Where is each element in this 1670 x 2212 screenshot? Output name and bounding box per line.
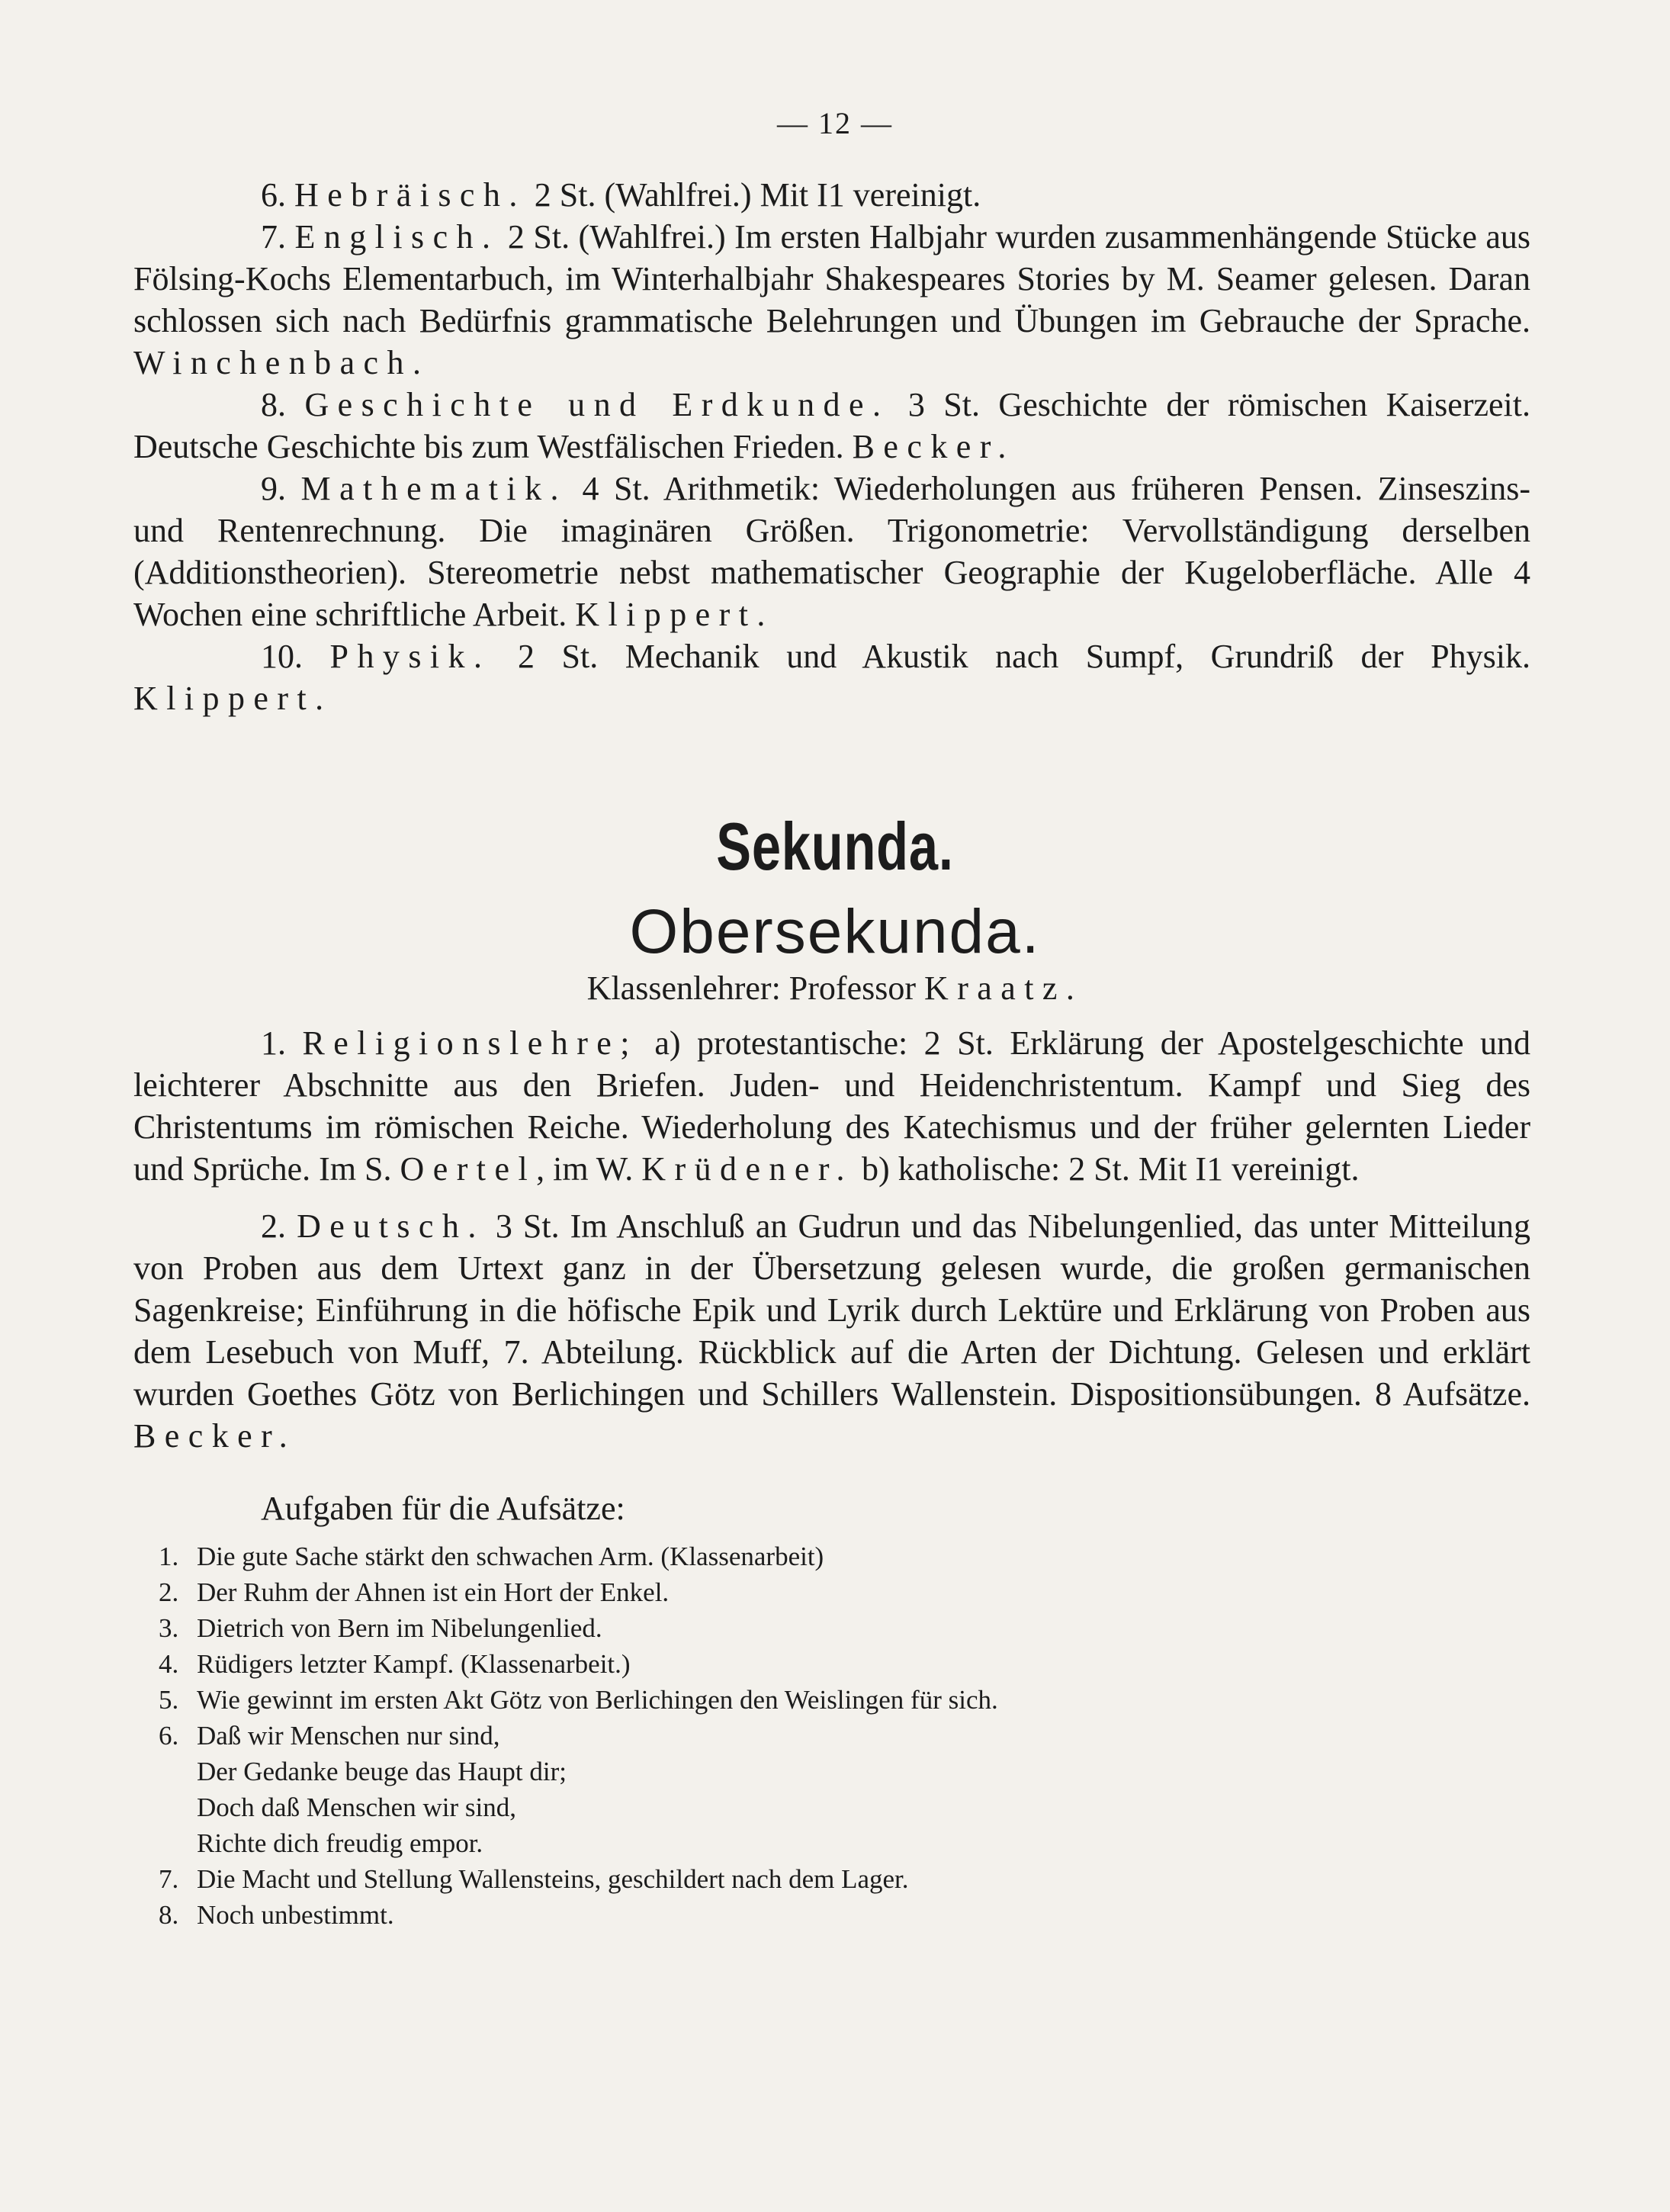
list-item [159,1538,1302,1574]
teacher-name: Becker. [133,1417,297,1455]
subject-name: Physik. [329,638,491,675]
paragraph-mathematik [133,468,1530,635]
item-number: 9. [261,470,286,507]
topic-text: Dietrich von Bern im Nibelungenlied. [197,1613,602,1643]
list-item [159,1646,1302,1682]
list-item [159,1610,1302,1646]
subject-name: Deutsch. [297,1207,485,1245]
paragraph-religionslehre [133,1022,1530,1190]
topic-number: 8. [159,1900,179,1930]
topic-text: Die gute Sache stärkt den schwachen Arm. (Klassenarbeit) [197,1542,824,1571]
topic-text: Richte dich freudig empor. [197,1828,483,1858]
item-number: 1. [261,1024,286,1062]
teacher-name: Klippert. [575,596,774,633]
item-text: 2 St. (Wahlfrei.) Im ersten Halbjahr wurden zusammenhängende Stücke aus Fölsing-Kochs Elementarbuch, im Winterhalbjahr Shakespeares Stories by M. Seamer gelesen. Daran schlossen sich nach Bedürfnis grammatische Belehrungen und Übungen im Gebrauche der Sprache. [133,218,1530,339]
class-teacher-label: Klassenlehrer: Professor [586,969,924,1007]
item-number: 2. [261,1207,286,1245]
teacher-name: Klippert. [133,680,332,717]
topic-number: 7. [159,1864,179,1894]
topic-text: Die Macht und Stellung Wallensteins, geschildert nach dem Lager. [197,1864,909,1894]
item-text: 3 St. Geschichte der römischen Kaiserzeit. Deutsche Geschichte bis zum Westfälischen Frieden. [133,386,1530,465]
item-text: 4 St. Arithmetik: Wiederholungen aus früheren Pensen. Zinseszins- und Rentenrechnung. Die imaginären Größen. Trigonometrie: Vervollständigung derselben (Additionstheorien). Stereometrie nebst mathematischer Geographie der Kugeloberfläche. Alle 4 Wochen eine schriftliche Arbeit. [133,470,1530,633]
subject-name: Religionslehre; [302,1024,638,1062]
paragraph-geschichte [133,384,1530,468]
item-number: 10. [261,638,303,675]
essay-topics-heading: Aufgaben für die Aufsätze: [261,1490,625,1527]
paragraph-deutsch [133,1205,1530,1457]
topic-text: Der Ruhm der Ahnen ist ein Hort der Enkel. [197,1577,670,1607]
class-teacher-line [0,967,1670,1010]
lower-section [133,1022,1530,1457]
item-text: 3 St. Im Anschluß an Gudrun und das Nibelungenlied, das unter Mitteilung von Proben aus dem Urtext ganz in der Übersetzung gelesen wurde, die großen germanischen Sagenkreise; Einführung in die höfische Epik und Lyrik durch Lektüre und Erklärung von Proben aus dem Lesebuch von Muff, 7. Abteilung. Rückblick auf die Arten der Dichtung. Gelesen und erklärt wurden Goethes Götz von Berlichingen und Schillers Wallenstein. Dispositionsübungen. 8 Aufsätze. [133,1207,1530,1413]
item-text: b) katholische: 2 St. Mit I1 vereinigt. [853,1150,1360,1188]
list-item [159,1861,1302,1897]
topic-number: 3. [159,1613,179,1643]
teacher-name: Krüdener. [641,1150,853,1188]
topic-text: Wie gewinnt im ersten Akt Götz von Berlichingen den Weislingen für sich. [197,1685,998,1715]
paragraph-physik [133,635,1530,719]
upper-section [133,174,1530,719]
item-text: 2 St. (Wahlfrei.) Mit I1 vereinigt. [525,176,981,214]
subject-name: Englisch. [294,218,499,256]
subject-name: Geschichte und Erdkunde. [304,386,890,423]
section-heading-obersekunda: Obersekunda. [629,897,1041,966]
paragraph-englisch [133,216,1530,384]
topic-number: 4. [159,1649,179,1679]
topic-text: Rüdigers letzter Kampf. (Klassenarbeit.) [197,1649,631,1679]
list-item [159,1825,1302,1861]
item-text: a) protestantische: 2 St. Erklärung der Apostelgeschichte und leichterer Abschnitte aus den Briefen. Juden- und Heidenchristentum. Kampf und Sieg des Christentums im römischen Reiche. Wiederholung des Katechismus und der früher gelernten Lieder und Sprüche. Im S. [133,1024,1530,1188]
topic-text: Noch unbestimmt. [197,1900,394,1930]
topic-number: 6. [159,1721,179,1751]
list-item [159,1897,1302,1933]
list-item [159,1754,1302,1789]
teacher-name: Oertel [400,1150,537,1188]
item-text: 2 St. Mechanik und Akustik nach Sumpf, Grundriß der Physik. [490,638,1530,675]
essay-topics-list [159,1538,1302,1933]
class-teacher-name: Kraatz. [924,969,1084,1007]
paragraph-hebraeisch [133,174,1530,216]
page-number: — 12 — [777,106,893,140]
list-item [159,1718,1302,1754]
item-number: 7. [261,218,286,256]
section-heading-sekunda: Sekunda. [716,809,954,884]
teacher-name: Becker. [852,428,1015,465]
topic-number: 5. [159,1685,179,1715]
teacher-name: Winchenbach. [133,344,430,381]
topic-text: Doch daß Menschen wir sind, [197,1792,516,1822]
item-number: 8. [261,386,286,423]
item-text: , im W. [536,1150,642,1188]
topic-text: Daß wir Menschen nur sind, [197,1721,500,1751]
list-item [159,1574,1302,1610]
subject-name: Mathematik. [300,470,567,507]
list-item [159,1682,1302,1718]
topic-number: 2. [159,1577,179,1607]
subject-name: Hebräisch. [294,176,526,214]
topic-text: Der Gedanke beuge das Haupt dir; [197,1757,567,1786]
list-item [159,1789,1302,1825]
item-number: 6. [261,176,286,214]
topic-number: 1. [159,1542,179,1571]
